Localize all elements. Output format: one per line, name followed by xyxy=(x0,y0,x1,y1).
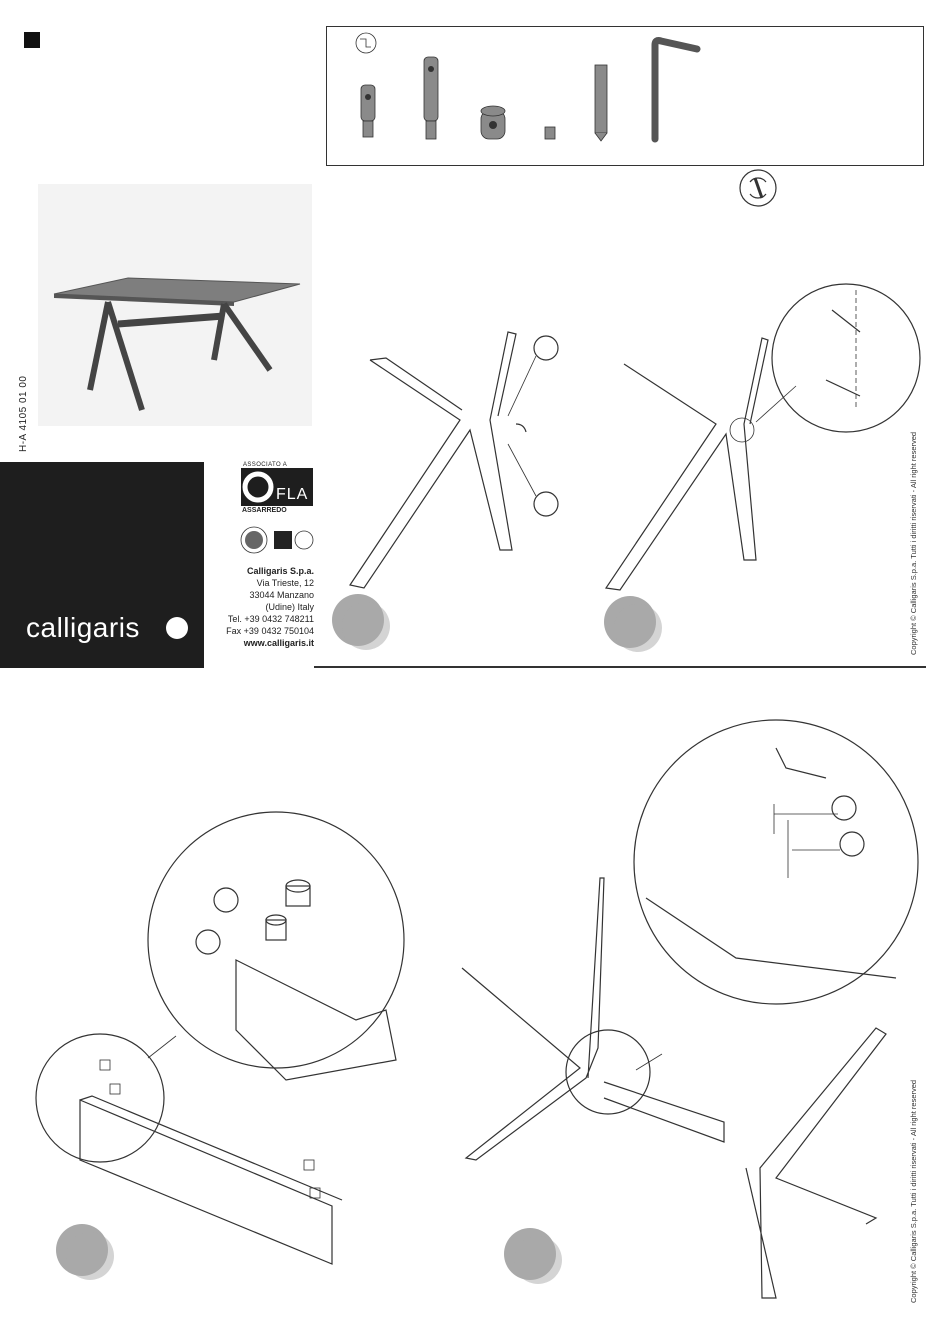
company-name: Calligaris S.p.a. xyxy=(246,566,314,576)
company-web[interactable]: www.calligaris.it xyxy=(243,638,314,648)
step1-illustration xyxy=(330,320,600,660)
callout-circle-icon xyxy=(534,336,558,360)
callout-circle-icon xyxy=(840,832,864,856)
callout-circle-icon xyxy=(832,796,856,820)
company-fax: Fax +39 0432 750104 xyxy=(226,626,314,636)
certification-logos xyxy=(240,524,314,558)
zoom-circle xyxy=(772,284,920,432)
company-region: (Udine) Italy xyxy=(265,602,314,612)
association-label: ASSOCIATO A xyxy=(243,462,288,468)
bolt-short-part xyxy=(361,85,375,137)
rotate-icon xyxy=(738,168,778,208)
threaded-rod-part xyxy=(595,65,607,141)
fla-text: FLA xyxy=(276,486,309,503)
zoom-circle xyxy=(566,1030,650,1114)
zoom-circle xyxy=(634,720,918,1004)
product-photo xyxy=(38,184,312,426)
brand-wordmark: calligaris xyxy=(26,612,140,643)
copyright-bottom: Copyright © Calligaris S.p.a. Tutti i diritti riservati - All right reserved xyxy=(909,1079,918,1303)
parts-box xyxy=(326,26,924,166)
callout-circle-icon xyxy=(534,492,558,516)
parts-illustration xyxy=(327,27,925,167)
corner-marker xyxy=(24,32,40,48)
step3-illustration xyxy=(36,830,416,1290)
step2-illustration xyxy=(596,290,916,660)
company-tel: Tel. +39 0432 748211 xyxy=(227,614,314,624)
document-code: H-A 4105 01 00 xyxy=(18,375,29,452)
barrel-nut-part xyxy=(481,106,505,139)
bolt-long-part xyxy=(424,57,438,139)
company-street: Via Trieste, 12 xyxy=(256,578,314,588)
step4-illustration xyxy=(456,738,926,1298)
brand-logo-icon xyxy=(166,617,188,639)
grub-screw-part xyxy=(545,127,555,139)
allen-key-part xyxy=(655,41,697,140)
copyright-top: Copyright © Calligaris S.p.a. Tutti i diritti riservati - All right reserved xyxy=(909,431,918,655)
callout-circle-icon xyxy=(214,888,238,912)
assarredo-text: ASSARREDO xyxy=(242,507,287,514)
callout-circle-icon xyxy=(196,930,220,954)
zoom-circle xyxy=(36,1034,164,1162)
hex-key-small-icon xyxy=(356,33,376,53)
company-city: 33044 Manzano xyxy=(249,590,314,600)
section-divider xyxy=(314,666,926,668)
